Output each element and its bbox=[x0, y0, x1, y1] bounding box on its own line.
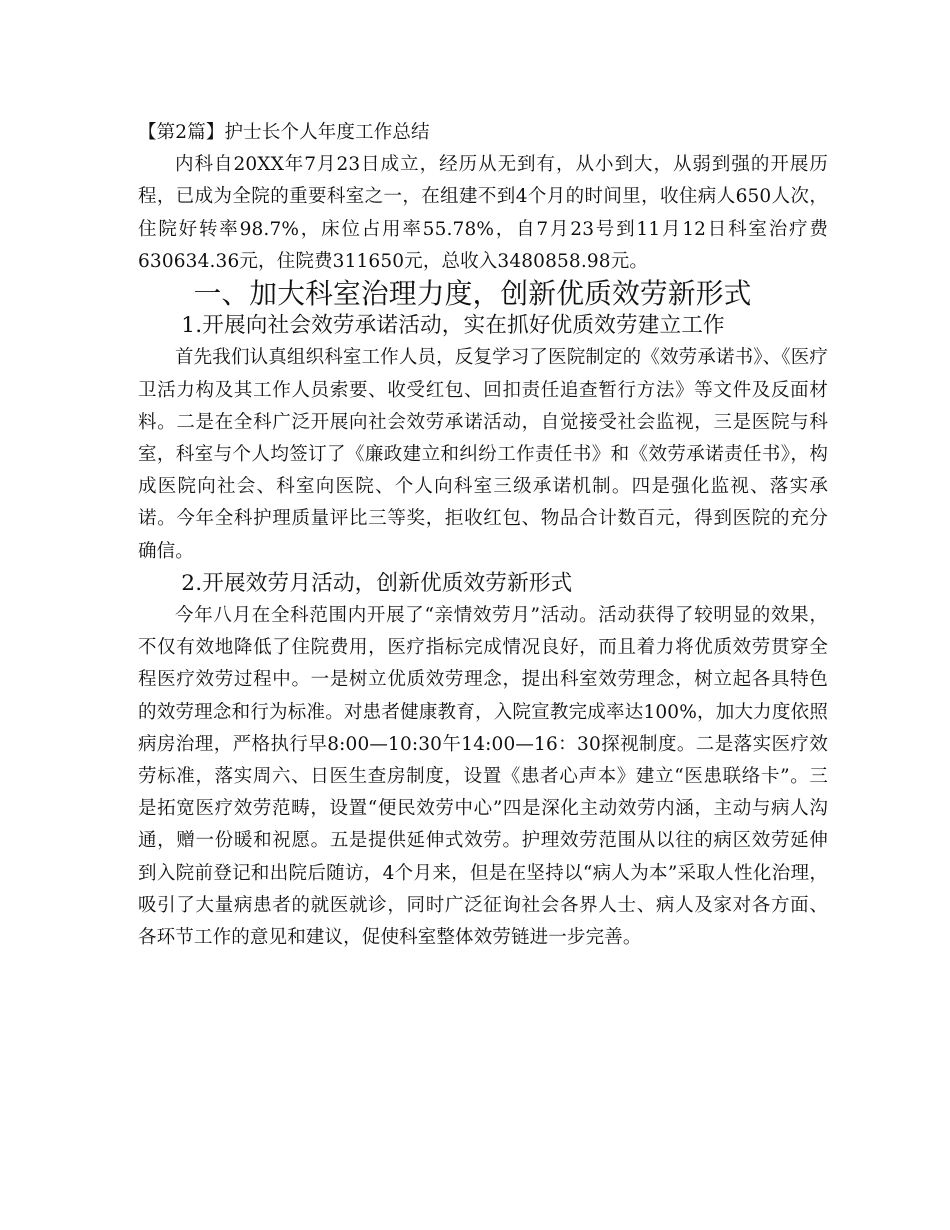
section-heading-1: 一、加大科室治理力度，创新优质效劳新形式 bbox=[193, 277, 752, 311]
paragraph-service-month: 今年八月在全科范围内开展了“亲情效劳月”活动。活动获得了较明显的效果，不仅有效地降低了住院费用，医疗指标完成情况良好，而且着力将优质效劳贯穿全程医疗效劳过程中。一是树立优质效劳理念，提出科室效劳理念，树立起各具特色的效劳理念和行为标准。对患者健康教育，入院宣教完成率达100%，加大力度依照病房治理，严格执行早8:00—10:30午14:00—16：30探视制度。二是落实医疗效劳标准，落实周六、日医生查房制度，设置《患者心声本》建立“医患联络卡”。三是拓宽医疗效劳范畴，设置“便民效劳中心”四是深化主动效劳内涵，主动与病人沟通，赠一份暖和祝愿。五是提供延伸式效劳。护理效劳范围从以往的病区效劳延伸到入院前登记和出院后随访，4个月来，但是在坚持以“病人为本”采取人性化治理，吸引了大量病患者的就医就诊，同时广泛征询社会各界人士、病人及家对各方面、各环节工作的意见和建议，促使科室整体效劳链进一步完善。 bbox=[138, 605, 828, 949]
document-page bbox=[138, 117, 828, 954]
subsection-heading-2: 2.开展效劳月活动，创新优质效劳新形式 bbox=[181, 570, 573, 596]
document-title: 【第2篇】护士长个人年度工作总结 bbox=[138, 122, 430, 143]
subsection-heading-1: 1.开展向社会效劳承诺活动，实在抓好优质效劳建立工作 bbox=[181, 313, 725, 339]
intro-paragraph: 内科自20XX年7月23日成立，经历从无到有，从小到大，从弱到强的开展历程，已成为全院的重要科室之一，在组建不到4个月的时间里，收住病人650人次，住院好转率98.7%，床位占用率55.78%，自7月23号到11月12日科室治疗费630634.36元，住院费311650元，总收入3480858.98元。 bbox=[138, 154, 828, 272]
paragraph-service-commitment: 首先我们认真组织科室工作人员，反复学习了医院制定的《效劳承诺书》、《医疗卫活力构及其工作人员索要、收受红包、回扣责任追查暂行方法》等文件及反面材料。二是在全科广泛开展向社会效劳承诺活动，自觉接受社会监视，三是医院与科室，科室与个人均签订了《廉政建立和纠纷工作责任书》和《效劳承诺责任书》，构成医院向社会、科室向医院、个人向科室三级承诺机制。四是强化监视、落实承诺。今年全科护理质量评比三等奖，拒收红包、物品合计数百元，得到医院的充分确信。 bbox=[138, 347, 828, 562]
